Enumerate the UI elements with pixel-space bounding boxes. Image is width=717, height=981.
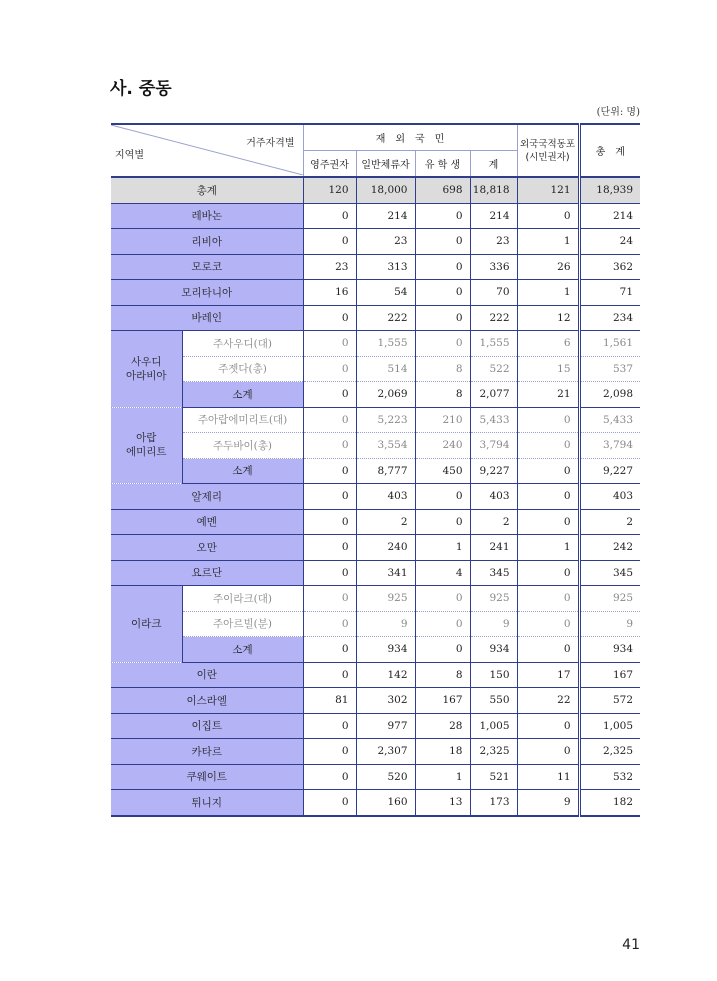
row-label: 총계 <box>111 177 303 203</box>
table-cell: 1 <box>517 280 579 306</box>
table-cell: 0 <box>517 560 579 586</box>
table-cell: 12 <box>517 305 579 331</box>
row-label: 쿠웨이트 <box>111 764 303 790</box>
unit-note: (단위: 명) <box>596 107 640 118</box>
table-cell: 71 <box>579 280 640 306</box>
sub-row-label: 주아르빌(분) <box>182 611 303 637</box>
table-cell: 0 <box>517 509 579 535</box>
table-cell: 23 <box>303 254 356 280</box>
row-type-label: 지역별 <box>115 150 144 161</box>
table-cell: 977 <box>356 713 415 739</box>
group-label-line1: 사우디 <box>131 355 162 368</box>
subtotal-header: 계 <box>470 151 517 178</box>
table-cell: 2,325 <box>470 739 517 765</box>
table-cell: 0 <box>415 305 470 331</box>
table-cell: 240 <box>356 535 415 561</box>
table-cell: 9,227 <box>579 458 640 484</box>
table-cell: 403 <box>470 484 517 510</box>
table-cell: 572 <box>579 688 640 714</box>
table-cell: 0 <box>517 586 579 612</box>
table-cell: 0 <box>303 331 356 357</box>
table-cell: 0 <box>415 611 470 637</box>
table-cell: 336 <box>470 254 517 280</box>
table-row <box>111 433 640 459</box>
table-cell: 3,554 <box>356 433 415 459</box>
table-cell: 242 <box>579 535 640 561</box>
table-cell: 214 <box>470 203 517 229</box>
foreign-compatriot-line1: 외국국적동포 <box>519 138 576 150</box>
table-cell: 24 <box>579 229 640 255</box>
table-cell: 0 <box>303 790 356 816</box>
row-label: 예멘 <box>111 509 303 535</box>
table-row <box>111 560 640 586</box>
table-cell: 9 <box>579 611 640 637</box>
table-cell: 0 <box>303 407 356 433</box>
table-cell: 403 <box>579 484 640 510</box>
table-cell: 522 <box>470 356 517 382</box>
row-label: 리비아 <box>111 229 303 255</box>
table-cell: 142 <box>356 662 415 688</box>
table-cell: 18,939 <box>579 177 640 203</box>
table-cell: 0 <box>303 586 356 612</box>
table-cell: 341 <box>356 560 415 586</box>
table-cell: 925 <box>356 586 415 612</box>
table-cell: 6 <box>517 331 579 357</box>
table-cell: 241 <box>470 535 517 561</box>
table-cell: 0 <box>303 535 356 561</box>
table-cell: 0 <box>415 331 470 357</box>
table-cell: 18,000 <box>356 177 415 203</box>
table-cell: 0 <box>303 739 356 765</box>
table-cell: 81 <box>303 688 356 714</box>
permanent-header: 영주권자 <box>303 151 356 178</box>
table-cell: 120 <box>303 177 356 203</box>
table-cell: 54 <box>356 280 415 306</box>
table-cell: 302 <box>356 688 415 714</box>
table-cell: 16 <box>303 280 356 306</box>
table-row <box>111 280 640 306</box>
group-label: 이라크 <box>111 586 182 663</box>
table-cell: 11 <box>517 764 579 790</box>
table-cell: 2 <box>470 509 517 535</box>
table-cell: 0 <box>517 407 579 433</box>
table-cell: 8 <box>415 662 470 688</box>
table-cell: 15 <box>517 356 579 382</box>
table-cell: 5,433 <box>579 407 640 433</box>
table-cell: 167 <box>415 688 470 714</box>
table-cell: 521 <box>470 764 517 790</box>
table-row <box>111 407 640 433</box>
table-cell: 403 <box>356 484 415 510</box>
page-number: 41 <box>622 937 640 953</box>
table-cell: 0 <box>415 229 470 255</box>
foreign-compatriot-line2: (시민권자) <box>525 151 570 163</box>
subtotal-label: 소계 <box>182 458 303 484</box>
row-label: 이란 <box>111 662 303 688</box>
table-cell: 0 <box>303 662 356 688</box>
table-cell: 0 <box>517 611 579 637</box>
table-cell: 210 <box>415 407 470 433</box>
table-row <box>111 177 640 203</box>
table-cell: 22 <box>517 688 579 714</box>
table-cell: 4 <box>415 560 470 586</box>
table-cell: 9 <box>517 790 579 816</box>
table-cell: 0 <box>517 203 579 229</box>
sub-row-label: 주이라크(대) <box>182 586 303 612</box>
row-label: 모리타니아 <box>111 280 303 306</box>
table-cell: 0 <box>415 509 470 535</box>
table-cell: 182 <box>579 790 640 816</box>
table-row <box>111 254 640 280</box>
table-cell: 0 <box>303 713 356 739</box>
table-row <box>111 331 640 357</box>
table-cell: 934 <box>356 637 415 663</box>
table-row <box>111 535 640 561</box>
table-cell: 0 <box>415 203 470 229</box>
residents-table <box>111 123 640 817</box>
table-cell: 234 <box>579 305 640 331</box>
foreign-compatriot-header <box>517 124 579 177</box>
table-cell: 0 <box>303 433 356 459</box>
table-cell: 0 <box>303 203 356 229</box>
row-label: 레바논 <box>111 203 303 229</box>
table-cell: 345 <box>579 560 640 586</box>
table-cell: 2,069 <box>356 382 415 408</box>
row-label: 모로코 <box>111 254 303 280</box>
table-cell: 0 <box>303 764 356 790</box>
table-cell: 2,077 <box>470 382 517 408</box>
table-cell: 1,005 <box>579 713 640 739</box>
general-header: 일반체류자 <box>356 151 415 178</box>
table-cell: 0 <box>303 382 356 408</box>
subtotal-row <box>111 382 640 408</box>
table-cell: 9,227 <box>470 458 517 484</box>
table-cell: 23 <box>356 229 415 255</box>
table-cell: 0 <box>303 560 356 586</box>
table-cell: 28 <box>415 713 470 739</box>
table-cell: 313 <box>356 254 415 280</box>
table-cell: 2 <box>356 509 415 535</box>
table-cell: 167 <box>579 662 640 688</box>
table-cell: 345 <box>470 560 517 586</box>
table-cell: 150 <box>470 662 517 688</box>
grand-total-header: 총 계 <box>579 124 640 177</box>
row-label: 튀니지 <box>111 790 303 816</box>
table-cell: 214 <box>579 203 640 229</box>
table-cell: 0 <box>517 739 579 765</box>
row-label: 카타르 <box>111 739 303 765</box>
table-cell: 8 <box>415 356 470 382</box>
table-cell: 23 <box>470 229 517 255</box>
table-cell: 925 <box>470 586 517 612</box>
sub-row-label: 주젯다(총) <box>182 356 303 382</box>
table-cell: 26 <box>517 254 579 280</box>
row-label: 오만 <box>111 535 303 561</box>
table-cell: 21 <box>517 382 579 408</box>
group-header: 재 외 국 민 <box>303 124 517 151</box>
table-row <box>111 203 640 229</box>
group-label-line2: 에미리트 <box>125 446 167 459</box>
table-cell: 0 <box>415 586 470 612</box>
table-cell: 0 <box>517 484 579 510</box>
table-cell: 2,325 <box>579 739 640 765</box>
table-cell: 240 <box>415 433 470 459</box>
table-cell: 0 <box>415 254 470 280</box>
table-cell: 214 <box>356 203 415 229</box>
table-cell: 70 <box>470 280 517 306</box>
table-cell: 1,555 <box>356 331 415 357</box>
table-cell: 18 <box>415 739 470 765</box>
table-row <box>111 739 640 765</box>
table-cell: 0 <box>517 458 579 484</box>
table-cell: 934 <box>470 637 517 663</box>
table-row <box>111 688 640 714</box>
subtotal-row <box>111 458 640 484</box>
table-cell: 1 <box>415 535 470 561</box>
table-cell: 0 <box>303 458 356 484</box>
table-cell: 2,307 <box>356 739 415 765</box>
table-cell: 925 <box>579 586 640 612</box>
table-cell: 934 <box>579 637 640 663</box>
table-row <box>111 790 640 816</box>
table-cell: 1 <box>517 229 579 255</box>
table-cell: 362 <box>579 254 640 280</box>
group-label <box>111 407 182 484</box>
table-cell: 1 <box>517 535 579 561</box>
table-row <box>111 586 640 612</box>
table-cell: 9 <box>356 611 415 637</box>
table-cell: 1,555 <box>470 331 517 357</box>
table-cell: 537 <box>579 356 640 382</box>
subtotal-label: 소계 <box>182 382 303 408</box>
table-row <box>111 611 640 637</box>
table-cell: 0 <box>415 280 470 306</box>
table-row <box>111 229 640 255</box>
table-cell: 0 <box>303 611 356 637</box>
table-row <box>111 509 640 535</box>
table-row <box>111 356 640 382</box>
table-cell: 532 <box>579 764 640 790</box>
row-label: 알제리 <box>111 484 303 510</box>
table-row <box>111 305 640 331</box>
row-label: 바레인 <box>111 305 303 331</box>
table-cell: 0 <box>517 713 579 739</box>
subtotal-row <box>111 637 640 663</box>
group-label-line1: 아랍 <box>136 432 157 445</box>
row-label: 이집트 <box>111 713 303 739</box>
table-row <box>111 713 640 739</box>
page-title: 사. 중동 <box>110 79 172 99</box>
sub-row-label: 주아랍에미리트(대) <box>182 407 303 433</box>
table-cell: 450 <box>415 458 470 484</box>
table-cell: 0 <box>303 305 356 331</box>
table-row <box>111 484 640 510</box>
group-label <box>111 331 182 408</box>
table-cell: 222 <box>356 305 415 331</box>
row-label: 이스라엘 <box>111 688 303 714</box>
table-cell: 9 <box>470 611 517 637</box>
table-cell: 3,794 <box>470 433 517 459</box>
table-cell: 0 <box>303 356 356 382</box>
row-label: 요르단 <box>111 560 303 586</box>
table-cell: 18,818 <box>470 177 517 203</box>
table-cell: 0 <box>303 637 356 663</box>
table-cell: 121 <box>517 177 579 203</box>
table-cell: 2 <box>579 509 640 535</box>
table-cell: 2,098 <box>579 382 640 408</box>
table-cell: 5,223 <box>356 407 415 433</box>
table-cell: 17 <box>517 662 579 688</box>
table-cell: 0 <box>415 637 470 663</box>
sub-row-label: 주두바이(총) <box>182 433 303 459</box>
table-cell: 5,433 <box>470 407 517 433</box>
table-cell: 1 <box>415 764 470 790</box>
student-header: 유 학 생 <box>415 151 470 178</box>
table-cell: 698 <box>415 177 470 203</box>
table-cell: 520 <box>356 764 415 790</box>
table-cell: 0 <box>303 484 356 510</box>
table-cell: 1,005 <box>470 713 517 739</box>
col-type-label: 거주자격별 <box>246 138 295 149</box>
table-cell: 0 <box>303 229 356 255</box>
table-cell: 222 <box>470 305 517 331</box>
table-row <box>111 662 640 688</box>
table-cell: 1,561 <box>579 331 640 357</box>
table-cell: 160 <box>356 790 415 816</box>
sub-row-label: 주사우디(대) <box>182 331 303 357</box>
table-cell: 550 <box>470 688 517 714</box>
table-cell: 514 <box>356 356 415 382</box>
table-cell: 0 <box>303 509 356 535</box>
subtotal-label: 소계 <box>182 637 303 663</box>
table-cell: 8 <box>415 382 470 408</box>
table-cell: 13 <box>415 790 470 816</box>
table-cell: 0 <box>517 637 579 663</box>
table-cell: 0 <box>415 484 470 510</box>
table-cell: 0 <box>517 433 579 459</box>
table-row <box>111 764 640 790</box>
table-cell: 3,794 <box>579 433 640 459</box>
group-label-line2: 아라비아 <box>125 369 167 382</box>
table-cell: 173 <box>470 790 517 816</box>
table-cell: 8,777 <box>356 458 415 484</box>
header-corner <box>111 124 303 177</box>
